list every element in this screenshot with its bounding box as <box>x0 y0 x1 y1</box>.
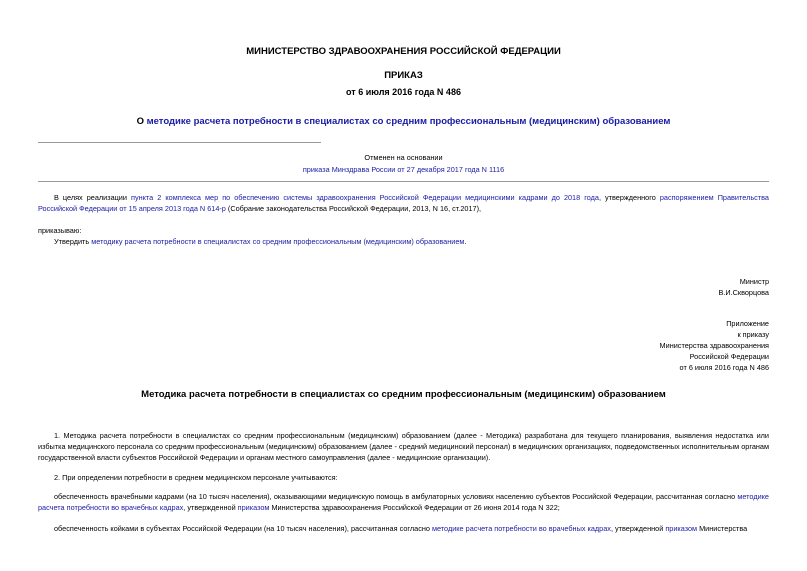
clause-3-text-1: обеспеченность врачебными кадрами (на 10 тысяч населения), оказывающими медицинскую помощь в амбулаторных условиях населению субъектов Российской Федерации, рассчитанная согласно <box>54 492 738 501</box>
doc-title <box>0 116 807 127</box>
complex-measures-link[interactable]: пункта 2 комплекса мер по обеспечению системы здравоохранения Российской Федерации медицинскими кадрами до 2018 года <box>131 193 599 202</box>
cancellation-order-link[interactable]: приказа Минздрава России от 27 декабря 2017 года N 1116 <box>302 165 505 174</box>
government-order-link[interactable]: распоряжением Правительства Российской Федерации от 15 апреля 2013 года N 614-р <box>38 193 769 213</box>
top-divider <box>38 142 321 143</box>
appendix-line-5: от 6 июля 2016 года N 486 <box>679 363 769 372</box>
approve-paragraph <box>38 236 769 247</box>
clause-4 <box>38 523 769 534</box>
signature-name: В.И.Скворцова <box>718 288 769 297</box>
preamble-paragraph <box>38 192 769 214</box>
clause-1: 1. Методика расчета потребности в специалистах со средним профессиональным (медицинским) образованием (далее - Методика) разработана для текущего планирования, выявления недостатка или избытка медицинского персонала со средним профессиональным (медицинским) образованием (далее - средний медицинский персонал) в медицинских организациях, подведомственных исполнительным органам государственной власти субъектов Российской Федерации и органам местного самоуправления (далее - медицинские организации). <box>38 431 769 462</box>
signature-position: Министр <box>739 277 769 286</box>
clause-4-text-1: обеспеченность койками в субъектах Российской Федерации (на 10 тысяч населения), рассчитанная согласно <box>54 524 432 533</box>
clause-3 <box>38 491 769 513</box>
order-word: приказываю: <box>38 226 82 235</box>
appendix-line-1: Приложение <box>726 319 769 328</box>
doc-type-heading: ПРИКАЗ <box>384 70 423 81</box>
appendix-line-4: Российской Федерации <box>689 352 769 361</box>
doc-title-link[interactable]: методике расчета потребности в специалистах со средним профессиональным (медицинским) образованием <box>146 116 671 127</box>
cancellation-divider <box>38 181 769 182</box>
cancellation-link-line <box>0 165 807 174</box>
order-322-link[interactable]: приказом <box>237 503 270 512</box>
approve-text-2: . <box>464 237 467 246</box>
preamble-text-3: (Собрание законодательства Российской Федерации, 2013, N 16, ст.2017), <box>225 204 482 213</box>
appendix-line-3: Министерства здравоохранения <box>659 341 769 350</box>
doctor-method-link[interactable]: методике расчета потребности во врачебных кадрах <box>38 492 769 512</box>
clause-3-text-2: , утвержденной <box>183 503 238 512</box>
clause-4-text-2: , утвержденной <box>610 524 666 533</box>
appendix-line-2: к приказу <box>737 330 769 339</box>
clause-3-text-3: Министерства здравоохранения Российской Федерации от 26 июня 2014 года N 322; <box>269 503 560 512</box>
clause-4-text-3: Министерства <box>697 524 748 533</box>
clause-2: 2. При определении потребности в среднем медицинском персонале учитываются: <box>54 473 338 482</box>
signature-block <box>718 276 769 298</box>
approve-text-1: Утвердить <box>54 237 92 246</box>
doc-title-prefix: О <box>136 116 147 127</box>
appendix-block <box>660 318 769 373</box>
preamble-text-2: , утвержденного <box>598 193 660 202</box>
method-title: Методика расчета потребности в специалистах со средним профессиональным (медицинским) образованием <box>141 389 666 400</box>
doctor-method-link-2[interactable]: методике расчета потребности во врачебных кадрах <box>431 524 611 533</box>
methodology-link[interactable]: методику расчета потребности в специалистах со средним профессиональным (медицинским) образованием <box>91 237 465 246</box>
order-link-2[interactable]: приказом <box>665 524 698 533</box>
preamble-text-1: В целях реализации <box>54 193 132 202</box>
cancellation-note: Отменен на основании <box>364 153 443 162</box>
ministry-heading: МИНИСТЕРСТВО ЗДРАВООХРАНЕНИЯ РОССИЙСКОЙ ФЕДЕРАЦИИ <box>246 46 561 57</box>
doc-date-number: от 6 июля 2016 года N 486 <box>346 87 461 97</box>
